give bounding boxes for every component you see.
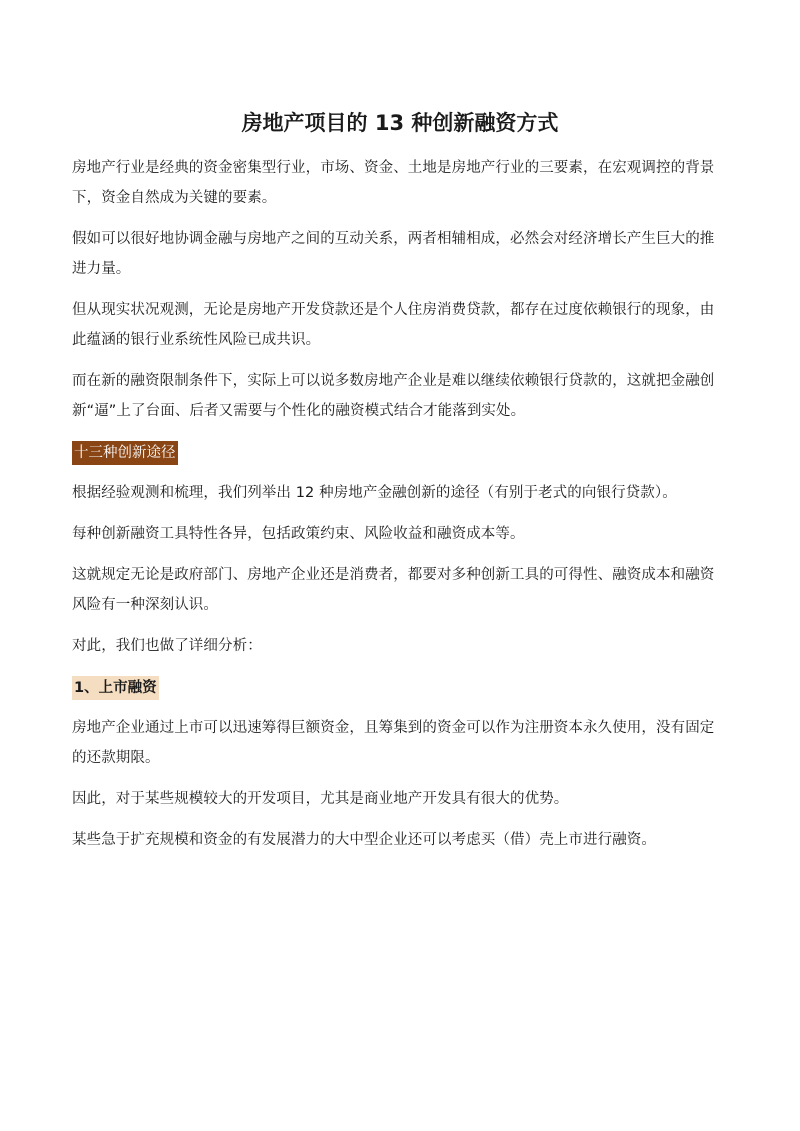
section-paragraph-4: 对此，我们也做了详细分析： (72, 638, 262, 654)
document-body (72, 153, 728, 866)
intro-paragraph-3: 但从现实状况观测，无论是房地产开发贷款还是个人住房消费贷款，都存在过度依赖银行的现象，由此蕴涵的银行业系统性风险已成共识。 (72, 302, 715, 348)
section-heading: 十三种创新途径 (72, 441, 178, 465)
intro-paragraph-4: 而在新的融资限制条件下，实际上可以说多数房地产企业是难以继续依赖银行贷款的，这就把金融创新“逼”上了台面、后者又需要与个性化的融资模式结合才能落到实处。 (72, 373, 715, 419)
subsection-heading: 1、上市融资 (72, 676, 159, 700)
section-paragraph-2: 每种创新融资工具特性各异，包括政策约束、风险收益和融资成本等。 (72, 526, 525, 542)
section-heading-row (72, 437, 728, 467)
document-title: 房地产项目的 13 种创新融资方式 (241, 111, 559, 135)
subsection-heading-row (72, 672, 728, 702)
subsection-paragraph-3: 某些急于扩充规模和资金的有发展潜力的大中型企业还可以考虑买（借）壳上市进行融资。 (72, 832, 656, 848)
section-paragraph-1: 根据经验观测和梳理，我们列举出 12 种房地产金融创新的途径（有别于老式的向银行贷款）。 (72, 485, 677, 501)
subsection-paragraph-1: 房地产企业通过上市可以迅速筹得巨额资金，且筹集到的资金可以作为注册资本永久使用，没有固定的还款期限。 (72, 720, 715, 766)
section-paragraph-3: 这就规定无论是政府部门、房地产企业还是消费者，都要对多种创新工具的可得性、融资成本和融资风险有一种深刻认识。 (72, 567, 715, 613)
intro-paragraph-1: 房地产行业是经典的资金密集型行业，市场、资金、土地是房地产行业的三要素，在宏观调控的背景下，资金自然成为关键的要素。 (72, 160, 715, 206)
subsection-paragraph-2: 因此，对于某些规模较大的开发项目，尤其是商业地产开发具有很大的优势。 (72, 791, 569, 807)
intro-paragraph-2: 假如可以很好地协调金融与房地产之间的互动关系，两者相辅相成，必然会对经济增长产生巨大的推进力量。 (72, 231, 715, 277)
